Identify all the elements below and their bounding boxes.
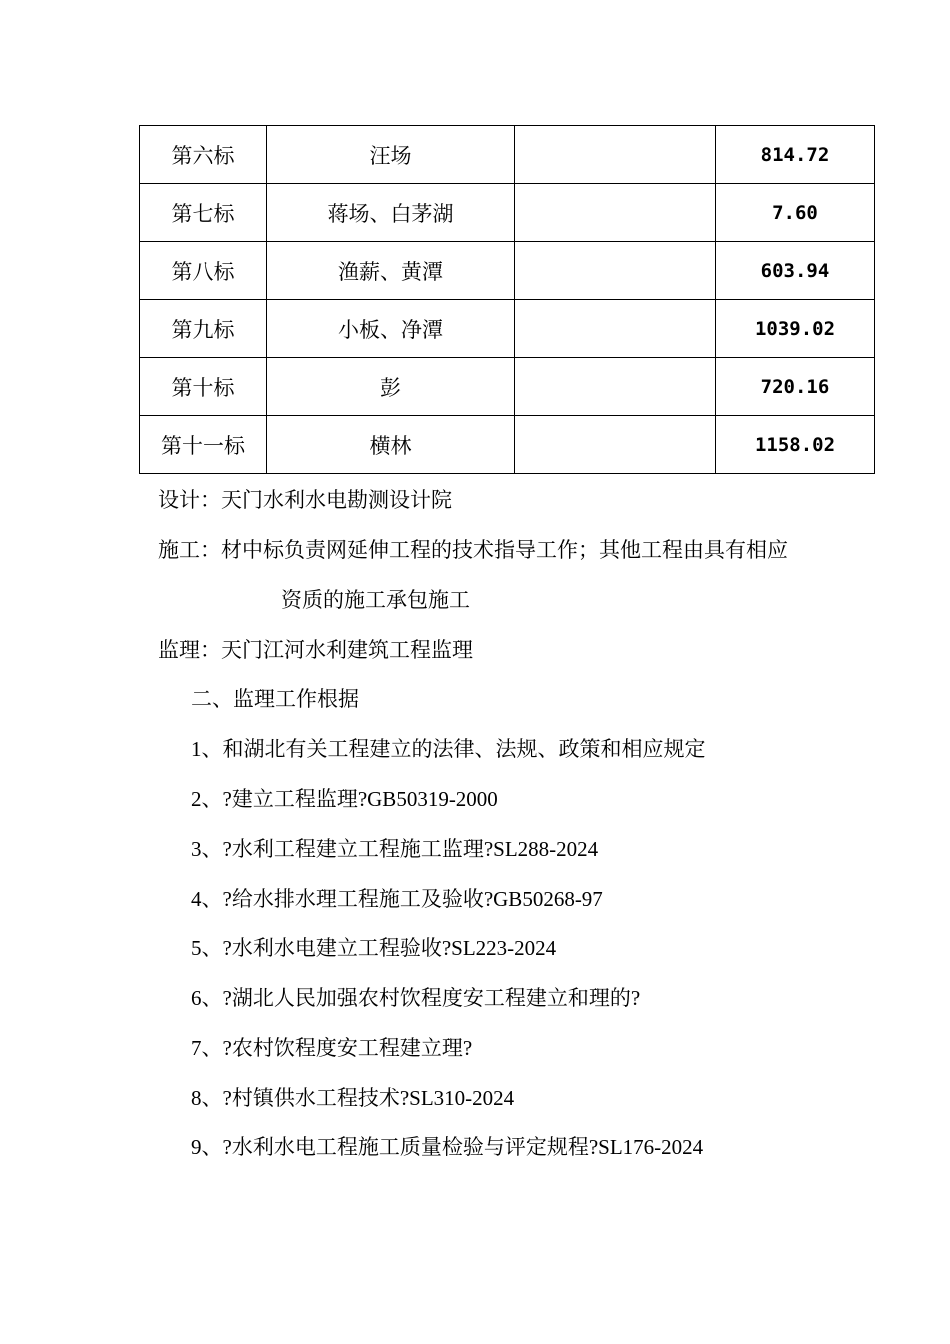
table-row [140, 242, 875, 300]
section-cell: 第十一标 [140, 416, 267, 474]
basis-heading: 二、监理工作根据 [191, 687, 359, 711]
table-row [140, 126, 875, 184]
supervision-line: 监理：天门江河水利建筑工程监理 [158, 638, 473, 662]
construction-line: 施工：材中标负责网延伸工程的技术指导工作；其他工程由具有相应 [158, 538, 788, 562]
basis-item: 4、?给水排水理工程施工及验收?GB50268-97 [191, 887, 603, 911]
table-row [140, 184, 875, 242]
basis-item: 9、?水利水电工程施工质量检验与评定规程?SL176-2024 [191, 1135, 704, 1159]
amount-cell: 720.16 [716, 358, 875, 416]
basis-item: 6、?湖北人民加强农村饮程度安工程建立和理的? [191, 986, 641, 1010]
design-line: 设计：天门水利水电勘测设计院 [158, 488, 452, 512]
note-cell [515, 184, 716, 242]
section-cell: 第六标 [140, 126, 267, 184]
basis-item: 7、?农村饮程度安工程建立理? [191, 1036, 473, 1060]
amount-cell: 1039.02 [716, 300, 875, 358]
basis-item: 1、和湖北有关工程建立的法律、法规、政策和相应规定 [191, 737, 706, 761]
basis-item: 8、?村镇供水工程技术?SL310-2024 [191, 1086, 515, 1110]
bid-section-table [139, 125, 875, 474]
section-cell: 第九标 [140, 300, 267, 358]
location-cell: 小板、净潭 [267, 300, 515, 358]
amount-cell: 603.94 [716, 242, 875, 300]
construction-line-continued: 资质的施工承包施工 [281, 588, 470, 612]
table-row [140, 358, 875, 416]
table-row [140, 416, 875, 474]
location-cell: 汪场 [267, 126, 515, 184]
basis-item: 3、?水利工程建立工程施工监理?SL288-2024 [191, 837, 599, 861]
section-cell: 第七标 [140, 184, 267, 242]
table-row [140, 300, 875, 358]
note-cell [515, 126, 716, 184]
amount-cell: 1158.02 [716, 416, 875, 474]
basis-item: 5、?水利水电建立工程验收?SL223-2024 [191, 936, 557, 960]
location-cell: 彭 [267, 358, 515, 416]
location-cell: 蒋场、白茅湖 [267, 184, 515, 242]
note-cell [515, 300, 716, 358]
section-cell: 第八标 [140, 242, 267, 300]
amount-cell: 7.60 [716, 184, 875, 242]
note-cell [515, 358, 716, 416]
basis-item: 2、?建立工程监理?GB50319-2000 [191, 787, 498, 811]
location-cell: 渔薪、黄潭 [267, 242, 515, 300]
section-cell: 第十标 [140, 358, 267, 416]
location-cell: 横林 [267, 416, 515, 474]
amount-cell: 814.72 [716, 126, 875, 184]
note-cell [515, 416, 716, 474]
note-cell [515, 242, 716, 300]
